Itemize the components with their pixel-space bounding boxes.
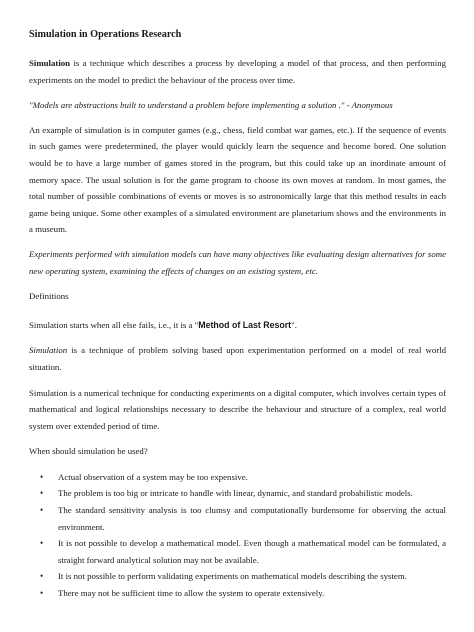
- list-item: [29, 585, 446, 602]
- list-item-text: It is not possible to perform validating experiments on mathematical models describing the system.: [58, 571, 407, 582]
- bullet-icon: •: [40, 588, 44, 599]
- definition-numerical-technique: Simulation is a numerical technique for conducting experiments on a digital computer, which involves certain types of mathematical and logical relationships necessary to describe the behaviour and structure of a complex, real world system over extended period of time.: [29, 387, 446, 431]
- bullet-icon: •: [40, 505, 44, 516]
- objectives-paragraph: Experiments performed with simulation models can have many objectives like evaluating design alternatives for some new operating system, examining the effects of changes on an existing system, etc.: [29, 248, 446, 276]
- list-item: [29, 535, 446, 568]
- list-item: [29, 485, 446, 502]
- when-heading: When should simulation be used?: [29, 446, 148, 457]
- definition-problem-solving: [29, 342, 446, 375]
- bullet-icon: •: [40, 471, 44, 482]
- document-page: [29, 28, 446, 602]
- definition-last-resort: [29, 317, 446, 334]
- definition-problem-solving-text: is a technique of problem solving based upon experimentation performed on a model of real world situation.: [29, 345, 446, 372]
- definition-last-resort-emphasis: Method of Last Resort: [198, 319, 292, 330]
- definition-last-resort-suffix: ".: [291, 319, 297, 330]
- list-item: [29, 568, 446, 585]
- bullet-icon: •: [40, 571, 44, 582]
- bullet-icon: •: [40, 488, 44, 499]
- bullet-icon: •: [40, 538, 44, 549]
- when-bullet-list: [29, 469, 446, 602]
- quote-paragraph: "Models are abstractions built to understand a problem before implementing a solution ." - Anonymous: [29, 100, 393, 111]
- list-item-text: There may not be sufficient time to allow the system to operate extensively.: [58, 588, 325, 599]
- example-paragraph: An example of simulation is in computer games (e.g., chess, field combat war games, etc.). If the sequence of events in such games were predetermined, the player would quickly learn the sequence and become bored. One solution would be to have a large number of games stored in the program, but this could take up an inordinate amount of memory space. The usual solution is for the game program to choose its own moves at random. In most games, the total number of possible combinations of events or moves is so astronomically large that this method results in each game being unique. Some other examples of a simulated environment are planetarium shows and the environments in a museum.: [29, 124, 446, 235]
- intro-paragraph: [29, 55, 446, 88]
- list-item: [29, 502, 446, 535]
- list-item-text: It is not possible to develop a mathematical model. Even though a mathematical model can be formulated, a straight forward analytical solution may not be available.: [58, 538, 446, 565]
- list-item-text: Actual observation of a system may be too expensive.: [58, 471, 248, 482]
- definition-problem-solving-term: Simulation: [29, 345, 68, 356]
- definitions-heading: Definitions: [29, 291, 69, 302]
- definition-last-resort-prefix: Simulation starts when all else fails, i.e., it is a ": [29, 319, 199, 330]
- intro-term: Simulation: [29, 58, 71, 68]
- document-title: Simulation in Operations Research: [29, 29, 182, 40]
- intro-text: is a technique which describes a process by developing a model of that process, and then performing experiments on the model to predict the behaviour of the process over time.: [29, 58, 446, 85]
- list-item: [29, 469, 446, 486]
- list-item-text: The standard sensitivity analysis is too clumsy and computationally burdensome for observing the actual environment.: [58, 505, 446, 532]
- list-item-text: The problem is too big or intricate to handle with linear, dynamic, and standard probabilistic models.: [58, 488, 413, 499]
